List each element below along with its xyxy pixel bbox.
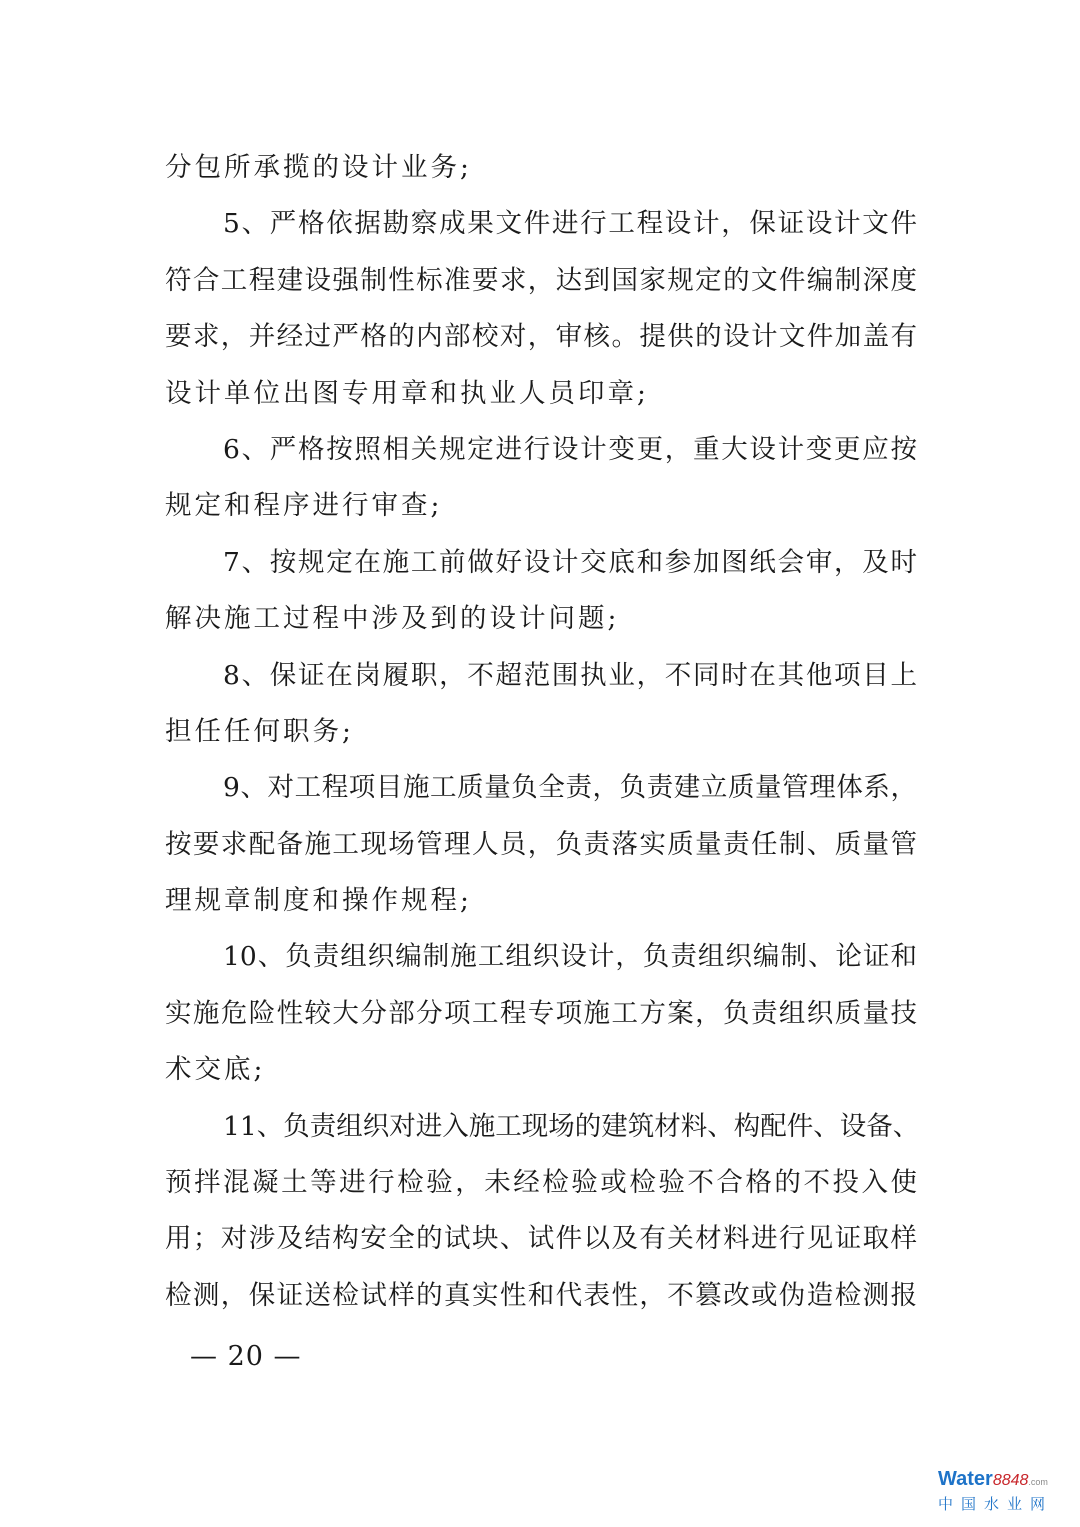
text-line: 6、严格按照相关规定进行设计变更，重大设计变更应按: [223, 433, 917, 465]
text-line: 检测，保证送检试样的真实性和代表性，不篡改或伪造检测报: [165, 1279, 917, 1311]
watermark-suffix: .com: [1028, 1477, 1048, 1487]
text-line: 担任任何职务;: [165, 715, 354, 747]
text-line: 8、保证在岗履职，不超范围执业，不同时在其他项目上: [223, 659, 917, 691]
watermark-brand-line: [938, 1467, 1066, 1494]
text-line: 9、对工程项目施工质量负全责，负责建立质量管理体系，: [223, 772, 917, 804]
text-line: 5、严格依据勘察成果文件进行工程设计，保证设计文件: [223, 208, 917, 240]
text-line: 设计单位出图专用章和执业人员印章;: [165, 377, 649, 409]
text-line: 实施危险性较大分部分项工程专项施工方案，负责组织质量技: [165, 997, 917, 1029]
text-line: 11、负责组织对进入施工现场的建筑材料、构配件、设备、: [223, 1110, 920, 1142]
text-line: 预拌混凝土等进行检验，未经检验或检验不合格的不投入使: [165, 1167, 917, 1199]
text-line: 用；对涉及结构安全的试块、试件以及有关材料进行见证取样: [165, 1223, 917, 1255]
text-line: 解决施工过程中涉及到的设计问题;: [165, 603, 620, 635]
watermark-number: 8848: [992, 1472, 1029, 1489]
text-line: 规定和程序进行审查;: [165, 490, 443, 522]
text-line: 分包所承揽的设计业务;: [165, 152, 472, 183]
document-body: [165, 140, 920, 1324]
watermark-subtitle: 中国水业网: [938, 1495, 1054, 1513]
text-line: 按要求配备施工现场管理人员，负责落实质量责任制、质量管: [165, 828, 917, 860]
watermark-logo: [938, 1467, 1066, 1519]
text-line: 理规章制度和操作规程;: [165, 885, 472, 917]
watermark-brand: Water: [938, 1468, 993, 1490]
text-line: 符合工程建设强制性标准要求，达到国家规定的文件编制深度: [165, 264, 917, 296]
text-line: 要求，并经过严格的内部校对，审核。提供的设计文件加盖有: [165, 321, 917, 353]
text-line: 术交底;: [165, 1054, 266, 1086]
text-line: 10、负责组织编制施工组织设计，负责组织编制、论证和: [223, 941, 917, 973]
text-line: 7、按规定在施工前做好设计交底和参加图纸会审，及时: [223, 546, 917, 578]
page-number: — 20 —: [190, 1341, 302, 1372]
